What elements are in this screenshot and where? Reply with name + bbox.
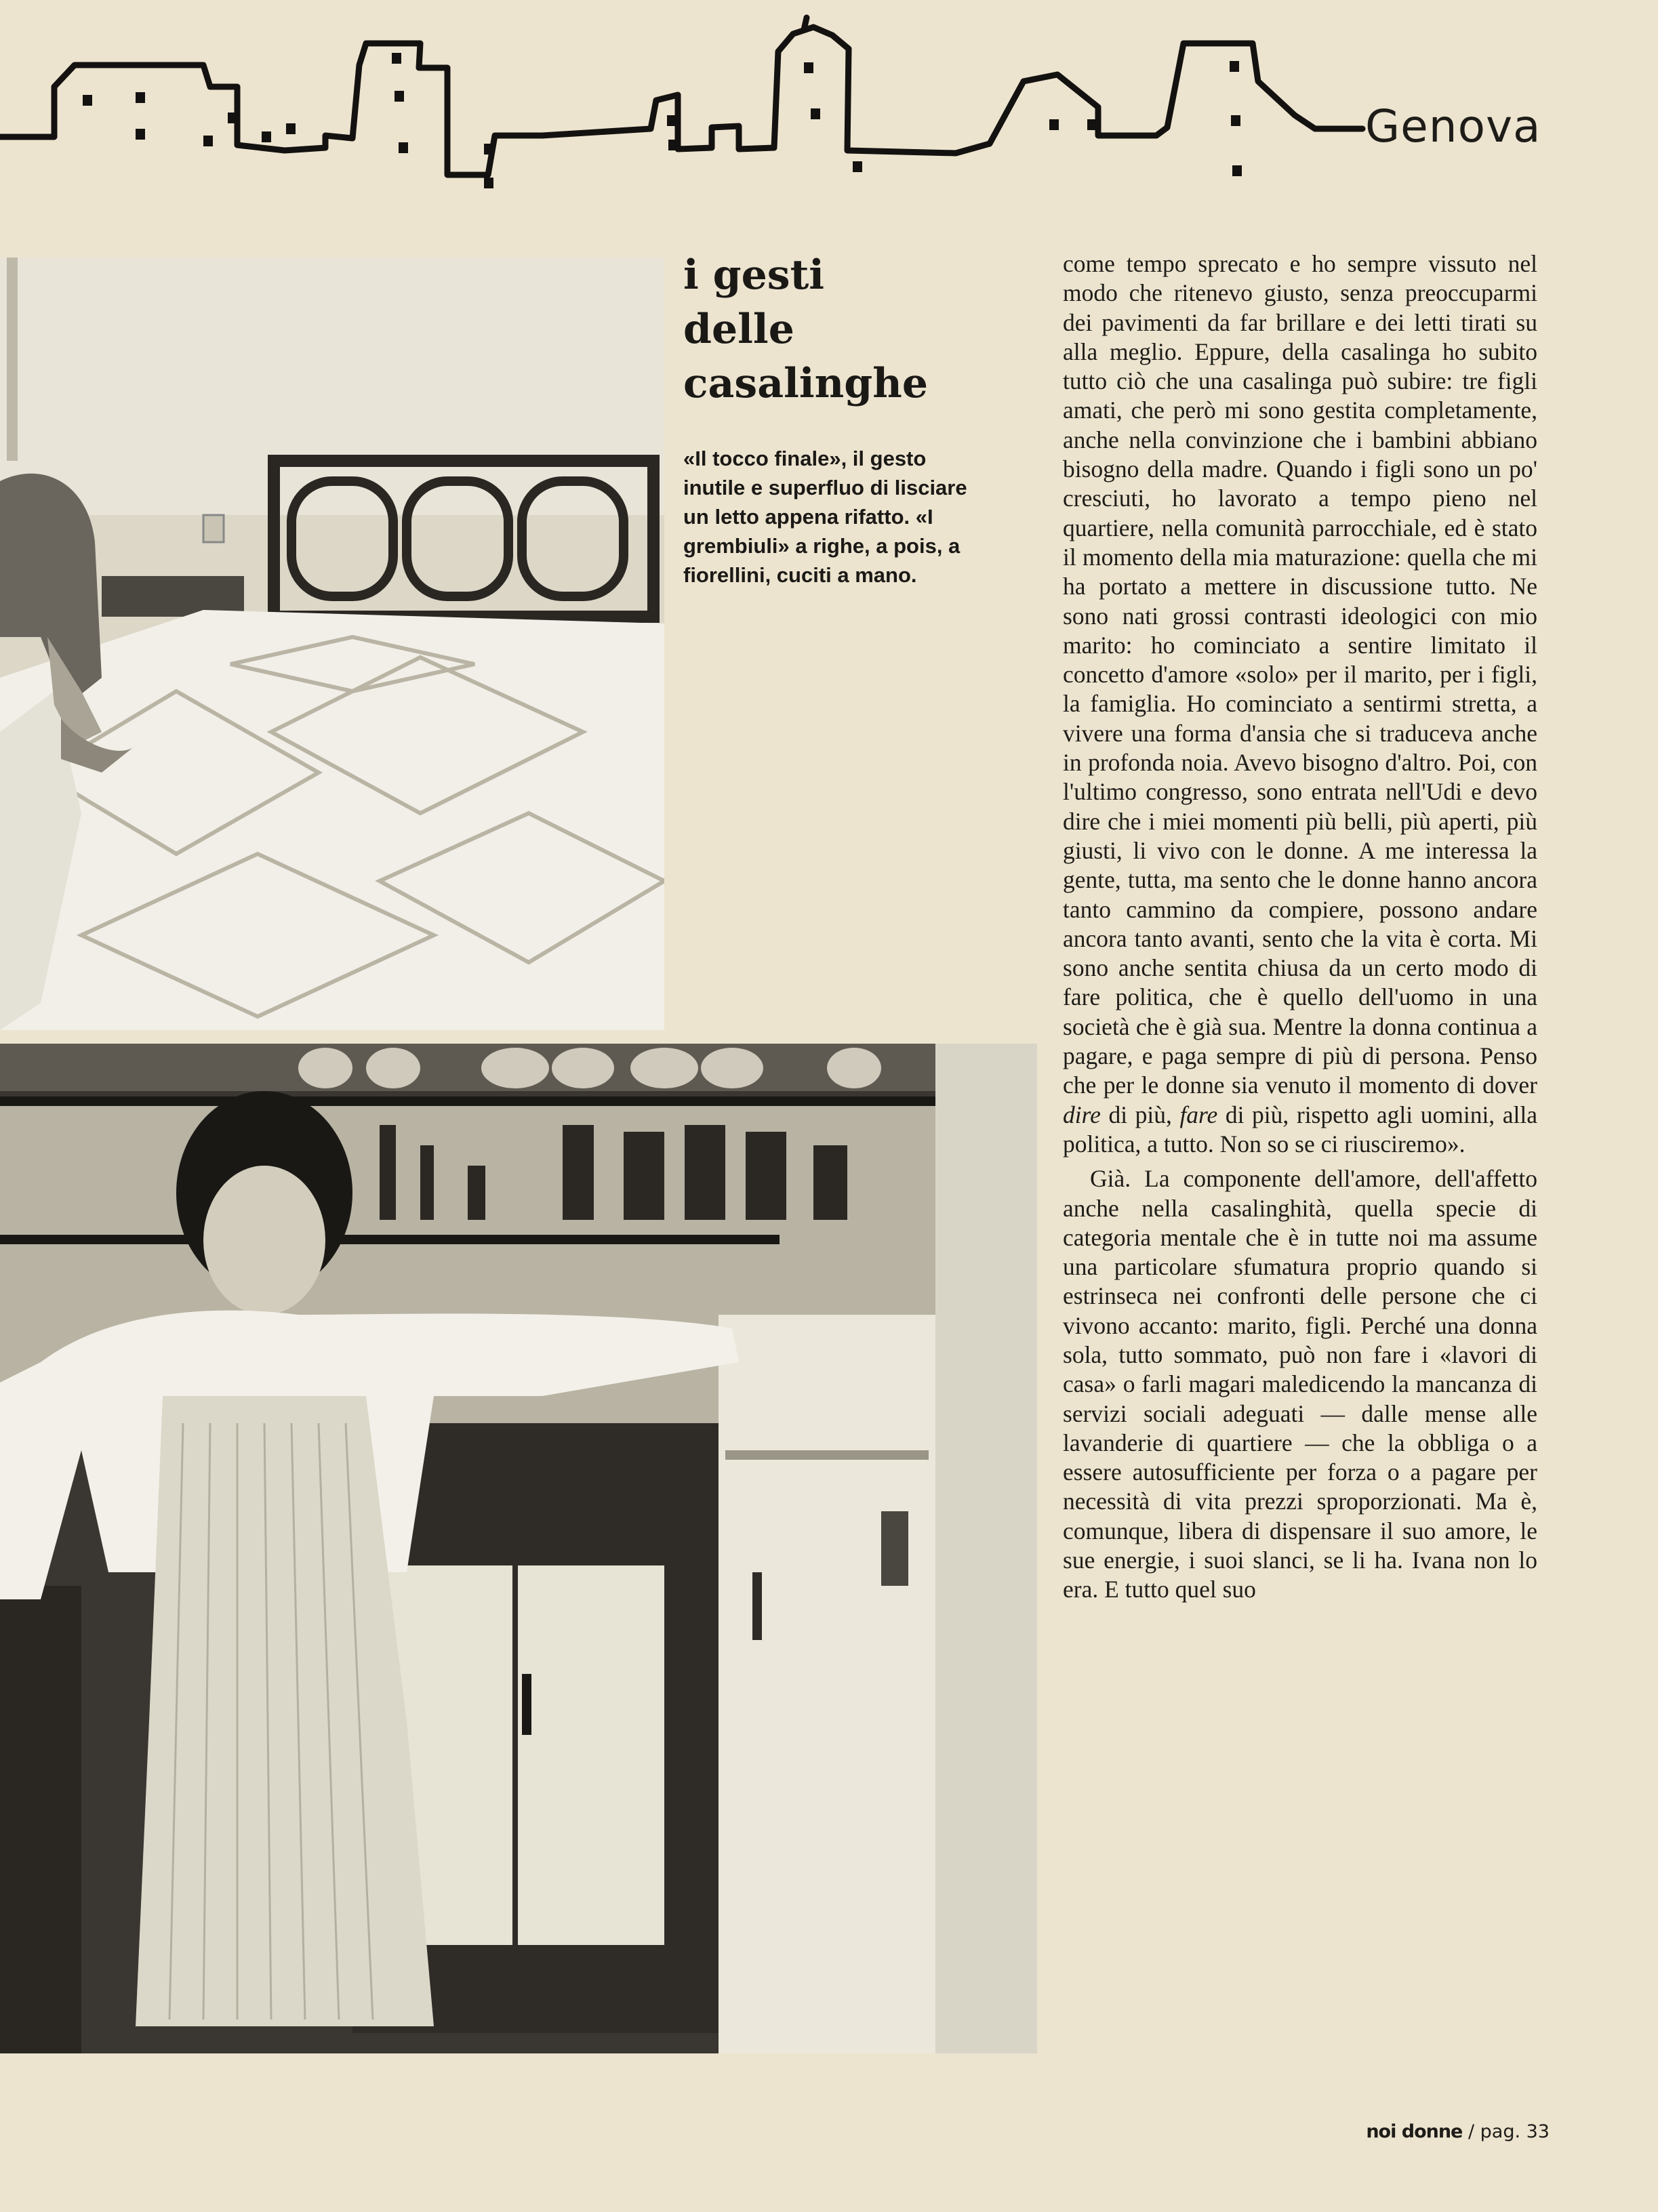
- title-line-2: delle: [683, 306, 794, 353]
- page-number: pag. 33: [1480, 2121, 1550, 2142]
- paragraph-1-text-b: di più,: [1100, 1101, 1180, 1128]
- article-paragraph-2: Già. La componente dell'amore, dell'affetto anche nella casalinghità, quella specie di categoria mentale che è in tutte noi ma assume una particolare sfumatura proprio quando si estrinseca nei confronti delle persone che ci vivono accanto: marito, figli. Perché una donna sola, tutto sommato, può non fare i «lavori di casa» o farli magari maledicendo la mancanza di servizi sociali adeguati — dalle mense alle lavanderie di quartiere — che la obbliga o a essere autosufficiente per forza o a pagare per necessità di vita prezzi sproporzionati. Ma è, comunque, libera di dispensare il suo amore, le sue energie, i suoi slanci, se li ha. Ivana non lo era. E tutto quel suo: [1063, 1165, 1537, 1603]
- bedroom-photo: [0, 258, 664, 1030]
- article-paragraph-1: [1063, 249, 1537, 1159]
- kitchen-photo: [0, 1044, 1037, 2053]
- magazine-name: noi donne: [1366, 2121, 1463, 2142]
- paragraph-1-text-c: di più, rispetto agli uomini, alla politica, a tutto. Non so se ci riusciremo».: [1063, 1101, 1537, 1158]
- article-body: [1063, 249, 1537, 1605]
- title-line-3: casalinghe: [683, 360, 929, 407]
- photo-caption: «Il tocco finale», il gesto inutile e superfluo di lisciare un letto appena rifatto. «I grembiuli» a righe, a pois, a fiorellini, cuciti a mano.: [683, 447, 967, 587]
- title-line-1: i gesti: [683, 251, 825, 299]
- article-title: [683, 248, 1002, 411]
- section-city-label: Genova: [1365, 100, 1541, 152]
- page-footer: [1366, 2121, 1550, 2142]
- paragraph-1-text: come tempo sprecato e ho sempre vissuto nel modo che ritenevo giusto, senza preoccuparmi dei pavimenti da far brillare e dei letti tirati su alla meglio. Eppure, della casalinga ho subito tutto ciò che una casalinga può subire: tre figli amati, che però mi sono gestita completamente, anche nella convinzione che i bambini abbiano bisogno della madre. Quando i figli sono un po' cresciuti, ho lavorato a tempo pieno nel quartiere, nella comunità parrocchiale, ed è stato il momento della mia maturazione: quella che mi ha portato a mettere in discussione tutto. Ne sono nati grossi contrasti ideologici con mio marito: ho cominciato a sentire limitato il concetto d'amore «solo» per il marito, per i figli, la famiglia. Ho cominciato a sentirmi stretta, a vivere una forma d'ansia che si traduceva anche in profonda noia. Avevo bisogno d'altro. Poi, con l'ultimo congresso, sono entrata nell'Udi e devo dire che i miei momenti più belli, più aperti, più giusti, li vivo con le donne. A me interessa la gente, tutta, ma sento che le donne hanno ancora tanto cammino da compiere, possono andare ancora tanto avanti, sento che la vita è corta. Mi sono anche sentita chiusa da un certo modo di fare politica, che è quello dell'uomo in una società che è già sua. Mentre la donna continua a pagare, e paga sempre di più di persona. Penso che per le donne sia venuto il momento di dover: [1063, 250, 1537, 1099]
- emphasis-fare: fare: [1179, 1101, 1218, 1128]
- emphasis-dire: dire: [1063, 1101, 1101, 1128]
- footer-separator: /: [1462, 2121, 1480, 2142]
